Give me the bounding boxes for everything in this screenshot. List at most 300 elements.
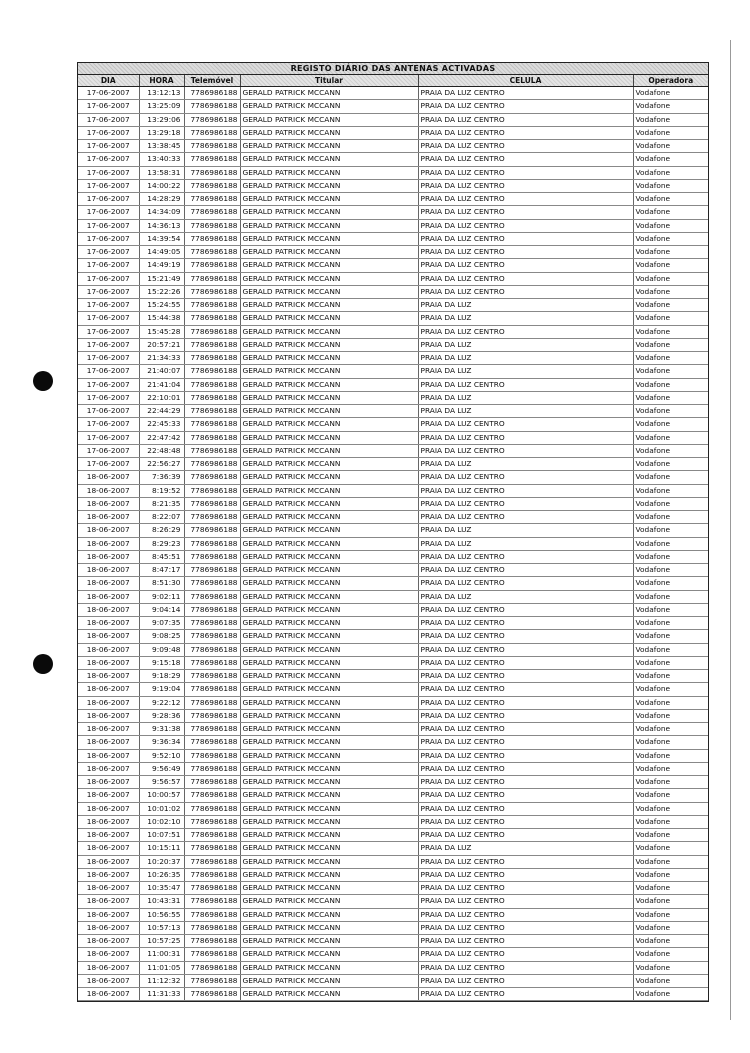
cell-celula: PRAIA DA LUZ [418, 352, 633, 365]
cell-dia: 18-06-2007 [78, 537, 139, 550]
cell-telemovel: 7786986188 [184, 391, 240, 404]
cell-telemovel: 7786986188 [184, 206, 240, 219]
cell-celula: PRAIA DA LUZ CENTRO [418, 974, 633, 987]
cell-telemovel: 7786986188 [184, 166, 240, 179]
cell-dia: 18-06-2007 [78, 550, 139, 563]
cell-operadora: Vodafone [633, 524, 708, 537]
table-row [78, 842, 708, 855]
cell-celula: PRAIA DA LUZ CENTRO [418, 418, 633, 431]
table-body [78, 87, 708, 1001]
cell-dia: 18-06-2007 [78, 603, 139, 616]
page-edge-line [730, 40, 731, 1020]
cell-hora: 11:01:05 [139, 961, 184, 974]
cell-dia: 18-06-2007 [78, 842, 139, 855]
cell-titular: GERALD PATRICK MCCANN [240, 762, 418, 775]
cell-celula: PRAIA DA LUZ CENTRO [418, 471, 633, 484]
cell-titular: GERALD PATRICK MCCANN [240, 259, 418, 272]
cell-hora: 11:12:32 [139, 974, 184, 987]
cell-operadora: Vodafone [633, 670, 708, 683]
cell-operadora: Vodafone [633, 431, 708, 444]
cell-dia: 18-06-2007 [78, 749, 139, 762]
cell-telemovel: 7786986188 [184, 603, 240, 616]
cell-operadora: Vodafone [633, 908, 708, 921]
cell-dia: 17-06-2007 [78, 100, 139, 113]
table-row [78, 617, 708, 630]
table-row [78, 696, 708, 709]
column-header-titular: Titular [240, 75, 418, 87]
cell-dia: 18-06-2007 [78, 709, 139, 722]
cell-operadora: Vodafone [633, 259, 708, 272]
cell-dia: 17-06-2007 [78, 179, 139, 192]
table-row [78, 776, 708, 789]
cell-titular: GERALD PATRICK MCCANN [240, 193, 418, 206]
cell-operadora: Vodafone [633, 246, 708, 259]
table-row [78, 550, 708, 563]
cell-titular: GERALD PATRICK MCCANN [240, 550, 418, 563]
cell-titular: GERALD PATRICK MCCANN [240, 272, 418, 285]
cell-operadora: Vodafone [633, 842, 708, 855]
cell-hora: 9:31:38 [139, 723, 184, 736]
cell-telemovel: 7786986188 [184, 219, 240, 232]
table-row [78, 643, 708, 656]
cell-titular: GERALD PATRICK MCCANN [240, 524, 418, 537]
cell-hora: 21:34:33 [139, 352, 184, 365]
cell-telemovel: 7786986188 [184, 431, 240, 444]
cell-titular: GERALD PATRICK MCCANN [240, 179, 418, 192]
cell-telemovel: 7786986188 [184, 736, 240, 749]
cell-telemovel: 7786986188 [184, 193, 240, 206]
cell-dia: 18-06-2007 [78, 670, 139, 683]
cell-dia: 18-06-2007 [78, 617, 139, 630]
cell-celula: PRAIA DA LUZ CENTRO [418, 511, 633, 524]
cell-telemovel: 7786986188 [184, 405, 240, 418]
cell-operadora: Vodafone [633, 511, 708, 524]
column-header-hora: HORA [139, 75, 184, 87]
column-header-dia: DIA [78, 75, 139, 87]
cell-celula: PRAIA DA LUZ CENTRO [418, 564, 633, 577]
cell-dia: 17-06-2007 [78, 126, 139, 139]
cell-telemovel: 7786986188 [184, 815, 240, 828]
cell-dia: 17-06-2007 [78, 378, 139, 391]
cell-celula: PRAIA DA LUZ [418, 365, 633, 378]
table-row [78, 113, 708, 126]
cell-dia: 18-06-2007 [78, 802, 139, 815]
table-row [78, 458, 708, 471]
page-title: REGISTO DIÁRIO DAS ANTENAS ACTIVADAS [78, 63, 708, 75]
cell-dia: 18-06-2007 [78, 961, 139, 974]
cell-celula: PRAIA DA LUZ CENTRO [418, 802, 633, 815]
cell-celula: PRAIA DA LUZ CENTRO [418, 643, 633, 656]
table-row [78, 789, 708, 802]
cell-telemovel: 7786986188 [184, 948, 240, 961]
cell-celula: PRAIA DA LUZ CENTRO [418, 696, 633, 709]
cell-operadora: Vodafone [633, 471, 708, 484]
cell-celula: PRAIA DA LUZ CENTRO [418, 259, 633, 272]
cell-telemovel: 7786986188 [184, 471, 240, 484]
cell-dia: 18-06-2007 [78, 921, 139, 934]
table-row [78, 908, 708, 921]
cell-hora: 13:58:31 [139, 166, 184, 179]
table-row [78, 670, 708, 683]
cell-titular: GERALD PATRICK MCCANN [240, 140, 418, 153]
cell-operadora: Vodafone [633, 789, 708, 802]
cell-dia: 18-06-2007 [78, 882, 139, 895]
cell-celula: PRAIA DA LUZ [418, 842, 633, 855]
cell-dia: 18-06-2007 [78, 948, 139, 961]
cell-celula: PRAIA DA LUZ CENTRO [418, 736, 633, 749]
cell-hora: 14:34:09 [139, 206, 184, 219]
cell-celula: PRAIA DA LUZ [418, 391, 633, 404]
cell-celula: PRAIA DA LUZ CENTRO [418, 895, 633, 908]
cell-titular: GERALD PATRICK MCCANN [240, 166, 418, 179]
table-row [78, 352, 708, 365]
cell-dia: 17-06-2007 [78, 87, 139, 100]
cell-telemovel: 7786986188 [184, 935, 240, 948]
cell-titular: GERALD PATRICK MCCANN [240, 577, 418, 590]
cell-titular: GERALD PATRICK MCCANN [240, 312, 418, 325]
cell-hora: 13:29:06 [139, 113, 184, 126]
cell-celula: PRAIA DA LUZ CENTRO [418, 444, 633, 457]
cell-operadora: Vodafone [633, 126, 708, 139]
cell-dia: 17-06-2007 [78, 405, 139, 418]
table-row [78, 140, 708, 153]
cell-dia: 18-06-2007 [78, 564, 139, 577]
cell-hora: 10:57:13 [139, 921, 184, 934]
table-row [78, 656, 708, 669]
cell-telemovel: 7786986188 [184, 285, 240, 298]
cell-titular: GERALD PATRICK MCCANN [240, 100, 418, 113]
cell-titular: GERALD PATRICK MCCANN [240, 895, 418, 908]
table-row [78, 815, 708, 828]
cell-titular: GERALD PATRICK MCCANN [240, 988, 418, 1001]
cell-hora: 15:22:26 [139, 285, 184, 298]
cell-celula: PRAIA DA LUZ CENTRO [418, 193, 633, 206]
cell-hora: 8:21:35 [139, 497, 184, 510]
table-header-row [78, 75, 708, 87]
cell-celula: PRAIA DA LUZ CENTRO [418, 325, 633, 338]
cell-titular: GERALD PATRICK MCCANN [240, 391, 418, 404]
table-row [78, 590, 708, 603]
cell-titular: GERALD PATRICK MCCANN [240, 405, 418, 418]
cell-hora: 8:29:23 [139, 537, 184, 550]
cell-hora: 9:02:11 [139, 590, 184, 603]
cell-operadora: Vodafone [633, 484, 708, 497]
cell-celula: PRAIA DA LUZ [418, 590, 633, 603]
table-row [78, 683, 708, 696]
cell-telemovel: 7786986188 [184, 537, 240, 550]
table-row [78, 882, 708, 895]
cell-operadora: Vodafone [633, 232, 708, 245]
table-row [78, 259, 708, 272]
cell-celula: PRAIA DA LUZ CENTRO [418, 868, 633, 881]
cell-hora: 22:10:01 [139, 391, 184, 404]
cell-operadora: Vodafone [633, 166, 708, 179]
cell-dia: 17-06-2007 [78, 166, 139, 179]
cell-telemovel: 7786986188 [184, 179, 240, 192]
cell-telemovel: 7786986188 [184, 895, 240, 908]
cell-dia: 18-06-2007 [78, 855, 139, 868]
cell-operadora: Vodafone [633, 815, 708, 828]
cell-telemovel: 7786986188 [184, 259, 240, 272]
cell-telemovel: 7786986188 [184, 696, 240, 709]
cell-celula: PRAIA DA LUZ [418, 524, 633, 537]
cell-titular: GERALD PATRICK MCCANN [240, 948, 418, 961]
cell-operadora: Vodafone [633, 550, 708, 563]
cell-telemovel: 7786986188 [184, 670, 240, 683]
cell-hora: 10:07:51 [139, 829, 184, 842]
cell-operadora: Vodafone [633, 299, 708, 312]
cell-dia: 18-06-2007 [78, 497, 139, 510]
cell-dia: 17-06-2007 [78, 259, 139, 272]
table-row [78, 855, 708, 868]
cell-dia: 17-06-2007 [78, 113, 139, 126]
cell-dia: 18-06-2007 [78, 471, 139, 484]
cell-titular: GERALD PATRICK MCCANN [240, 603, 418, 616]
cell-dia: 18-06-2007 [78, 908, 139, 921]
cell-operadora: Vodafone [633, 590, 708, 603]
cell-dia: 17-06-2007 [78, 458, 139, 471]
cell-telemovel: 7786986188 [184, 749, 240, 762]
cell-titular: GERALD PATRICK MCCANN [240, 921, 418, 934]
cell-titular: GERALD PATRICK MCCANN [240, 431, 418, 444]
cell-hora: 10:56:55 [139, 908, 184, 921]
cell-titular: GERALD PATRICK MCCANN [240, 497, 418, 510]
cell-celula: PRAIA DA LUZ CENTRO [418, 272, 633, 285]
cell-telemovel: 7786986188 [184, 140, 240, 153]
table-row [78, 723, 708, 736]
cell-hora: 10:43:31 [139, 895, 184, 908]
cell-operadora: Vodafone [633, 776, 708, 789]
cell-operadora: Vodafone [633, 325, 708, 338]
cell-titular: GERALD PATRICK MCCANN [240, 113, 418, 126]
cell-hora: 9:04:14 [139, 603, 184, 616]
cell-titular: GERALD PATRICK MCCANN [240, 458, 418, 471]
table-row [78, 219, 708, 232]
cell-titular: GERALD PATRICK MCCANN [240, 908, 418, 921]
cell-titular: GERALD PATRICK MCCANN [240, 935, 418, 948]
cell-dia: 17-06-2007 [78, 206, 139, 219]
cell-celula: PRAIA DA LUZ CENTRO [418, 829, 633, 842]
cell-operadora: Vodafone [633, 537, 708, 550]
cell-dia: 18-06-2007 [78, 484, 139, 497]
cell-telemovel: 7786986188 [184, 153, 240, 166]
table-row [78, 961, 708, 974]
cell-dia: 17-06-2007 [78, 391, 139, 404]
cell-celula: PRAIA DA LUZ CENTRO [418, 126, 633, 139]
cell-operadora: Vodafone [633, 179, 708, 192]
cell-dia: 18-06-2007 [78, 524, 139, 537]
cell-operadora: Vodafone [633, 458, 708, 471]
cell-operadora: Vodafone [633, 272, 708, 285]
cell-hora: 9:22:12 [139, 696, 184, 709]
cell-telemovel: 7786986188 [184, 246, 240, 259]
cell-operadora: Vodafone [633, 378, 708, 391]
table-row [78, 921, 708, 934]
cell-celula: PRAIA DA LUZ CENTRO [418, 630, 633, 643]
table-row [78, 630, 708, 643]
table-row [78, 895, 708, 908]
cell-titular: GERALD PATRICK MCCANN [240, 564, 418, 577]
cell-operadora: Vodafone [633, 617, 708, 630]
cell-dia: 18-06-2007 [78, 696, 139, 709]
cell-hora: 14:49:05 [139, 246, 184, 259]
cell-telemovel: 7786986188 [184, 656, 240, 669]
cell-operadora: Vodafone [633, 497, 708, 510]
table-row [78, 126, 708, 139]
cell-telemovel: 7786986188 [184, 378, 240, 391]
cell-titular: GERALD PATRICK MCCANN [240, 723, 418, 736]
cell-telemovel: 7786986188 [184, 829, 240, 842]
cell-dia: 17-06-2007 [78, 352, 139, 365]
cell-operadora: Vodafone [633, 935, 708, 948]
cell-titular: GERALD PATRICK MCCANN [240, 683, 418, 696]
cell-telemovel: 7786986188 [184, 524, 240, 537]
table-row [78, 974, 708, 987]
table-row [78, 709, 708, 722]
cell-operadora: Vodafone [633, 352, 708, 365]
cell-hora: 15:44:38 [139, 312, 184, 325]
cell-telemovel: 7786986188 [184, 908, 240, 921]
table-row [78, 444, 708, 457]
antenna-register-sheet [77, 62, 709, 1002]
cell-telemovel: 7786986188 [184, 882, 240, 895]
table-row [78, 988, 708, 1001]
cell-dia: 18-06-2007 [78, 789, 139, 802]
table-row [78, 577, 708, 590]
cell-operadora: Vodafone [633, 312, 708, 325]
cell-hora: 9:56:57 [139, 776, 184, 789]
table-row [78, 285, 708, 298]
cell-operadora: Vodafone [633, 365, 708, 378]
cell-operadora: Vodafone [633, 762, 708, 775]
cell-celula: PRAIA DA LUZ CENTRO [418, 656, 633, 669]
table-row [78, 312, 708, 325]
table-row [78, 166, 708, 179]
cell-celula: PRAIA DA LUZ CENTRO [418, 153, 633, 166]
cell-hora: 14:39:54 [139, 232, 184, 245]
cell-titular: GERALD PATRICK MCCANN [240, 643, 418, 656]
table-row [78, 511, 708, 524]
punch-hole-top [33, 371, 53, 391]
table-row [78, 603, 708, 616]
cell-hora: 13:29:18 [139, 126, 184, 139]
cell-titular: GERALD PATRICK MCCANN [240, 736, 418, 749]
cell-hora: 9:07:35 [139, 617, 184, 630]
cell-hora: 13:40:33 [139, 153, 184, 166]
cell-telemovel: 7786986188 [184, 590, 240, 603]
cell-dia: 17-06-2007 [78, 232, 139, 245]
cell-operadora: Vodafone [633, 153, 708, 166]
cell-operadora: Vodafone [633, 723, 708, 736]
cell-hora: 7:36:39 [139, 471, 184, 484]
cell-dia: 18-06-2007 [78, 723, 139, 736]
cell-dia: 17-06-2007 [78, 444, 139, 457]
table-row [78, 193, 708, 206]
cell-celula: PRAIA DA LUZ CENTRO [418, 206, 633, 219]
cell-telemovel: 7786986188 [184, 723, 240, 736]
cell-dia: 18-06-2007 [78, 762, 139, 775]
cell-hora: 14:00:22 [139, 179, 184, 192]
cell-hora: 9:52:10 [139, 749, 184, 762]
cell-celula: PRAIA DA LUZ CENTRO [418, 683, 633, 696]
cell-telemovel: 7786986188 [184, 550, 240, 563]
table-row [78, 206, 708, 219]
table-row [78, 935, 708, 948]
cell-titular: GERALD PATRICK MCCANN [240, 855, 418, 868]
table-row [78, 365, 708, 378]
cell-titular: GERALD PATRICK MCCANN [240, 246, 418, 259]
cell-celula: PRAIA DA LUZ CENTRO [418, 749, 633, 762]
cell-titular: GERALD PATRICK MCCANN [240, 630, 418, 643]
cell-operadora: Vodafone [633, 974, 708, 987]
cell-hora: 22:48:48 [139, 444, 184, 457]
cell-telemovel: 7786986188 [184, 325, 240, 338]
cell-titular: GERALD PATRICK MCCANN [240, 670, 418, 683]
cell-hora: 21:40:07 [139, 365, 184, 378]
cell-hora: 9:15:18 [139, 656, 184, 669]
cell-operadora: Vodafone [633, 696, 708, 709]
cell-titular: GERALD PATRICK MCCANN [240, 206, 418, 219]
cell-hora: 10:02:10 [139, 815, 184, 828]
cell-titular: GERALD PATRICK MCCANN [240, 471, 418, 484]
table-row [78, 762, 708, 775]
cell-celula: PRAIA DA LUZ [418, 312, 633, 325]
cell-celula: PRAIA DA LUZ CENTRO [418, 232, 633, 245]
cell-celula: PRAIA DA LUZ CENTRO [418, 219, 633, 232]
cell-telemovel: 7786986188 [184, 564, 240, 577]
cell-hora: 8:51:30 [139, 577, 184, 590]
cell-dia: 18-06-2007 [78, 868, 139, 881]
cell-hora: 20:57:21 [139, 338, 184, 351]
cell-hora: 8:19:52 [139, 484, 184, 497]
cell-dia: 17-06-2007 [78, 246, 139, 259]
cell-telemovel: 7786986188 [184, 497, 240, 510]
cell-celula: PRAIA DA LUZ CENTRO [418, 855, 633, 868]
cell-dia: 18-06-2007 [78, 683, 139, 696]
cell-operadora: Vodafone [633, 709, 708, 722]
cell-dia: 18-06-2007 [78, 974, 139, 987]
cell-celula: PRAIA DA LUZ CENTRO [418, 948, 633, 961]
cell-hora: 10:57:25 [139, 935, 184, 948]
cell-celula: PRAIA DA LUZ CENTRO [418, 709, 633, 722]
cell-telemovel: 7786986188 [184, 100, 240, 113]
cell-telemovel: 7786986188 [184, 458, 240, 471]
cell-dia: 17-06-2007 [78, 431, 139, 444]
cell-hora: 10:01:02 [139, 802, 184, 815]
cell-titular: GERALD PATRICK MCCANN [240, 219, 418, 232]
table-row [78, 829, 708, 842]
cell-operadora: Vodafone [633, 140, 708, 153]
cell-operadora: Vodafone [633, 961, 708, 974]
cell-celula: PRAIA DA LUZ CENTRO [418, 497, 633, 510]
cell-titular: GERALD PATRICK MCCANN [240, 709, 418, 722]
cell-celula: PRAIA DA LUZ CENTRO [418, 935, 633, 948]
cell-telemovel: 7786986188 [184, 484, 240, 497]
cell-telemovel: 7786986188 [184, 338, 240, 351]
cell-celula: PRAIA DA LUZ CENTRO [418, 815, 633, 828]
cell-hora: 8:47:17 [139, 564, 184, 577]
cell-hora: 22:56:27 [139, 458, 184, 471]
cell-operadora: Vodafone [633, 882, 708, 895]
cell-titular: GERALD PATRICK MCCANN [240, 815, 418, 828]
cell-hora: 13:12:13 [139, 87, 184, 100]
cell-hora: 9:18:29 [139, 670, 184, 683]
table-row [78, 471, 708, 484]
cell-dia: 18-06-2007 [78, 935, 139, 948]
cell-telemovel: 7786986188 [184, 802, 240, 815]
cell-operadora: Vodafone [633, 948, 708, 961]
cell-telemovel: 7786986188 [184, 988, 240, 1001]
